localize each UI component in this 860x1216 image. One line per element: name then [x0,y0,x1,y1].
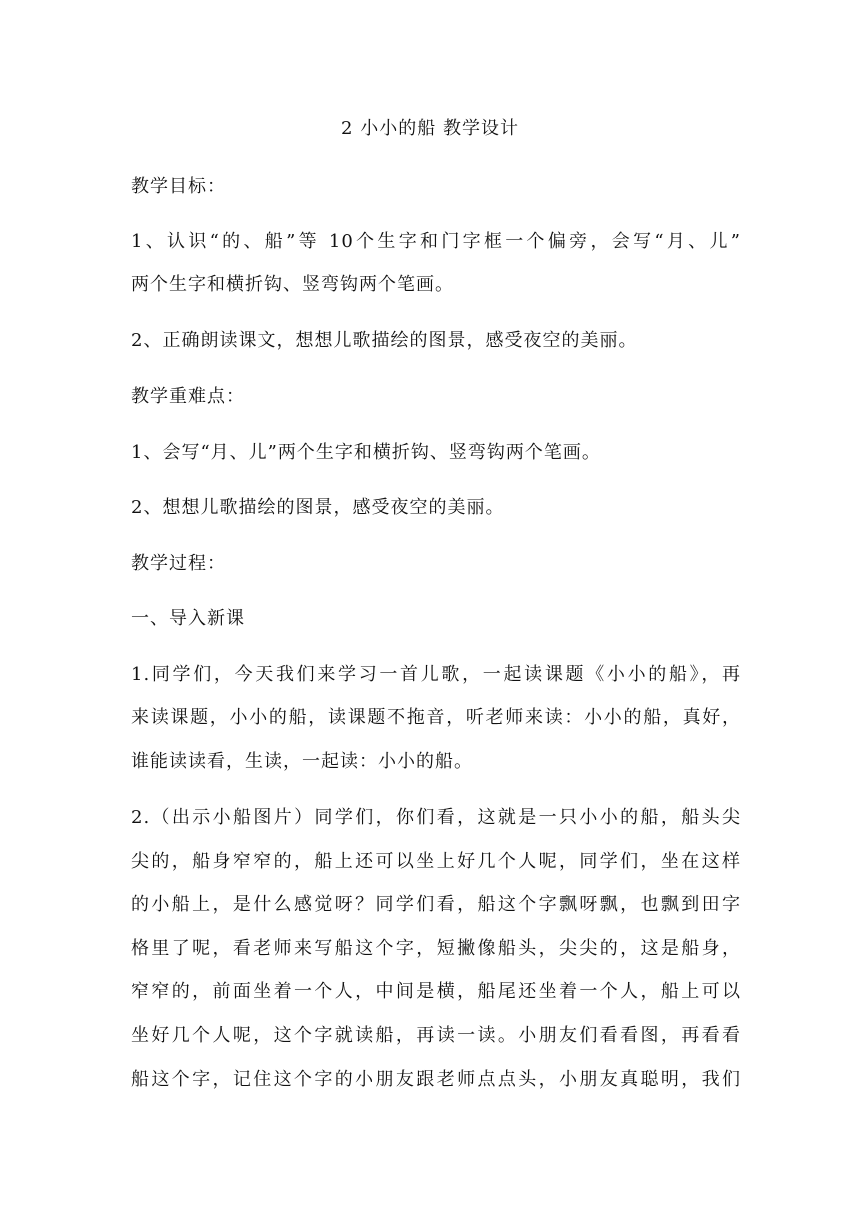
section-heading-process: 教学过程： [131,553,226,574]
paragraph-line: 1.同学们，今天我们来学习一首儿歌，一起读课题《小小的船》，再 [131,664,741,685]
subsection-heading: 一、导入新课 [131,608,245,629]
paragraph-line: 2、正确朗读课文，想想儿歌描绘的图景，感受夜空的美丽。 [131,330,638,351]
paragraph-line: 谁能读读看，生读，一起读：小小的船。 [131,751,473,772]
paragraph-line: 的小船上，是什么感觉呀？同学们看，船这个字飘呀飘，也飘到田字 [131,894,741,915]
paragraph-line: 1、会写“月、儿”两个生字和横折钩、竖弯钩两个笔画。 [131,442,601,463]
paragraph-line: 来读课题，小小的船，读课题不拖音，听老师来读：小小的船，真好， [131,707,741,728]
section-heading-key-points: 教学重难点： [131,386,245,407]
paragraph-line: 尖的，船身窄窄的，船上还可以坐上好几个人呢，同学们，坐在这样 [131,851,741,872]
paragraph-line: 2、想想儿歌描绘的图景，感受夜空的美丽。 [131,497,505,518]
paragraph-line: 船这个字，记住这个字的小朋友跟老师点点头，小朋友真聪明，我们 [131,1069,741,1090]
paragraph-line: 格里了呢，看老师来写船这个字，短撇像船头，尖尖的，这是船身， [131,938,741,959]
paragraph-line: 坐好几个人呢，这个字就读船，再读一读。小朋友们看看图，再看看 [131,1025,741,1046]
section-heading-objectives: 教学目标： [131,176,226,197]
paragraph-line: 2.（出示小船图片）同学们，你们看，这就是一只小小的船，船头尖 [131,807,741,828]
paragraph-line: 1、认识“的、船”等 10个生字和门字框一个偏旁，会写“月、儿” [131,231,741,252]
document-title: 2 小小的船 教学设计 [341,118,519,139]
paragraph-line: 两个生字和横折钩、竖弯钩两个笔画。 [131,274,454,295]
paragraph-line: 窄窄的，前面坐着一个人，中间是横，船尾还坐着一个人，船上可以 [131,981,741,1002]
